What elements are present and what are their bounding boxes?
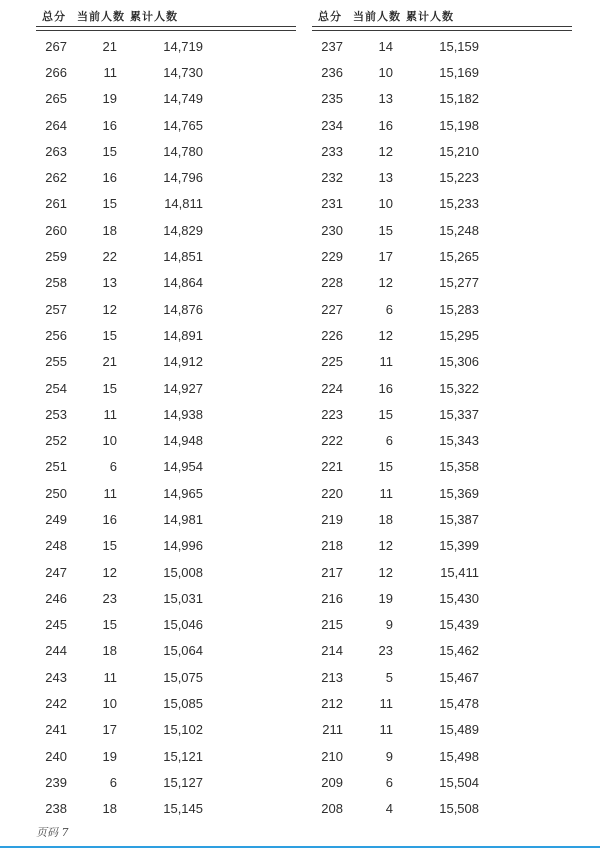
- cumulative-count-cell: 15,508: [439, 801, 479, 817]
- cumulative-count-cell: 15,478: [439, 696, 479, 712]
- cumulative-count-cell: 14,796: [163, 170, 203, 186]
- cumulative-count-cell: 15,031: [163, 590, 203, 606]
- score-cell: 233: [321, 143, 343, 159]
- current-count-cell: 15: [378, 459, 393, 475]
- table-row: [36, 506, 296, 532]
- cumulative-count-cell: 15,430: [439, 590, 479, 606]
- cumulative-count-cell: 14,981: [163, 511, 203, 527]
- cumulative-count-cell: 14,927: [163, 380, 203, 396]
- score-cell: 257: [45, 301, 67, 317]
- cumulative-count-cell: 15,498: [439, 748, 479, 764]
- score-cell: 266: [45, 64, 67, 80]
- table-row: [312, 270, 572, 296]
- score-cell: 223: [321, 406, 343, 422]
- table-row: [312, 322, 572, 348]
- current-count-cell: 15: [102, 143, 117, 159]
- cumulative-count-cell: 15,121: [163, 748, 203, 764]
- table-row: [36, 796, 296, 822]
- score-cell: 267: [45, 38, 67, 54]
- score-cell: 214: [321, 643, 343, 659]
- current-count-cell: 12: [378, 564, 393, 580]
- table-row: [312, 59, 572, 85]
- table-row: [312, 138, 572, 164]
- current-count-cell: 17: [378, 249, 393, 265]
- cumulative-count-cell: 15,127: [163, 774, 203, 790]
- current-count-cell: 6: [385, 301, 393, 317]
- table-row: [36, 375, 296, 401]
- table-row: [312, 717, 572, 743]
- table-row: [36, 769, 296, 795]
- cumulative-count-cell: 15,387: [439, 511, 479, 527]
- cumulative-count-cell: 14,876: [163, 301, 203, 317]
- score-cell: 250: [45, 485, 67, 501]
- table-row: [36, 243, 296, 269]
- current-count-cell: 23: [378, 643, 393, 659]
- table-row: [36, 454, 296, 480]
- current-count-cell: 11: [379, 722, 393, 738]
- current-count-cell: 18: [378, 511, 393, 527]
- cumulative-count-cell: 15,337: [439, 406, 479, 422]
- table-row: [36, 164, 296, 190]
- score-cell: 217: [321, 564, 343, 580]
- current-count-cell: 18: [102, 643, 117, 659]
- table-row: [312, 506, 572, 532]
- cumulative-count-cell: 14,938: [163, 406, 203, 422]
- current-count-cell: 22: [102, 249, 117, 265]
- cumulative-count-cell: 14,765: [163, 117, 203, 133]
- cumulative-count-cell: 15,462: [439, 643, 479, 659]
- table-row: [312, 427, 572, 453]
- score-cell: 260: [45, 222, 67, 238]
- score-cell: 244: [45, 643, 67, 659]
- table-row: [312, 533, 572, 559]
- current-count-cell: 15: [102, 327, 117, 343]
- score-table-left: [36, 6, 296, 822]
- score-cell: 234: [321, 117, 343, 133]
- current-count-cell: 9: [385, 748, 393, 764]
- score-cell: 247: [45, 564, 67, 580]
- current-count-cell: 11: [379, 485, 393, 501]
- cumulative-count-cell: 15,182: [439, 91, 479, 107]
- table-row: [36, 559, 296, 585]
- cumulative-count-cell: 15,223: [439, 170, 479, 186]
- cumulative-count-cell: 15,210: [439, 143, 479, 159]
- current-count-cell: 18: [102, 801, 117, 817]
- table-row: [36, 612, 296, 638]
- cumulative-count-cell: 15,277: [439, 275, 479, 291]
- score-cell: 227: [321, 301, 343, 317]
- current-count-cell: 16: [378, 117, 393, 133]
- cumulative-count-cell: 14,780: [163, 143, 203, 159]
- current-count-cell: 15: [102, 538, 117, 554]
- current-count-cell: 5: [385, 669, 393, 685]
- cumulative-count-cell: 14,948: [163, 433, 203, 449]
- table-row: [36, 59, 296, 85]
- cumulative-count-cell: 15,145: [163, 801, 203, 817]
- table-row: [36, 33, 296, 59]
- score-cell: 245: [45, 617, 67, 633]
- current-count-cell: 12: [378, 538, 393, 554]
- cumulative-count-cell: 15,411: [440, 564, 479, 580]
- cumulative-count-cell: 14,719: [163, 38, 203, 54]
- table-row: [312, 375, 572, 401]
- cumulative-count-cell: 15,295: [439, 327, 479, 343]
- cumulative-count-cell: 15,399: [439, 538, 479, 554]
- table-row: [312, 296, 572, 322]
- header-double-rule: [312, 26, 572, 31]
- table-row: [312, 664, 572, 690]
- cumulative-count-cell: 15,046: [163, 617, 203, 633]
- cumulative-count-cell: 15,504: [439, 774, 479, 790]
- score-cell: 238: [45, 801, 67, 817]
- table-row: [312, 559, 572, 585]
- current-count-cell: 18: [102, 222, 117, 238]
- table-row: [36, 585, 296, 611]
- score-cell: 259: [45, 249, 67, 265]
- score-cell: 235: [321, 91, 343, 107]
- score-cell: 218: [321, 538, 343, 554]
- cumulative-count-cell: 14,730: [163, 64, 203, 80]
- cumulative-count-cell: 15,075: [163, 669, 203, 685]
- current-count-cell: 12: [378, 143, 393, 159]
- cumulative-count-cell: 14,996: [163, 538, 203, 554]
- current-count-cell: 19: [102, 748, 117, 764]
- table-row: [36, 401, 296, 427]
- current-count-cell: 12: [378, 275, 393, 291]
- cumulative-count-cell: 15,169: [439, 64, 479, 80]
- score-cell: 252: [45, 433, 67, 449]
- score-tables: [36, 6, 572, 822]
- table-row: [36, 217, 296, 243]
- table-row: [312, 796, 572, 822]
- table-row: [312, 480, 572, 506]
- cumulative-count-cell: 15,265: [439, 249, 479, 265]
- current-count-cell: 6: [385, 433, 393, 449]
- score-cell: 224: [321, 380, 343, 396]
- score-cell: 220: [321, 485, 343, 501]
- table-row: [312, 217, 572, 243]
- score-cell: 221: [321, 459, 343, 475]
- cumulative-count-cell: 14,965: [163, 485, 203, 501]
- score-cell: 262: [45, 170, 67, 186]
- table-header-row: [36, 6, 296, 24]
- table-row: [36, 717, 296, 743]
- cumulative-count-cell: 15,322: [439, 380, 479, 396]
- table-row: [312, 401, 572, 427]
- column-header: 累计人数: [406, 10, 454, 23]
- score-cell: 222: [321, 433, 343, 449]
- current-count-cell: 10: [378, 196, 393, 212]
- cumulative-count-cell: 14,891: [163, 327, 203, 343]
- cumulative-count-cell: 15,439: [439, 617, 479, 633]
- table-row: [36, 191, 296, 217]
- current-count-cell: 6: [109, 774, 117, 790]
- score-cell: 239: [45, 774, 67, 790]
- table-row: [36, 664, 296, 690]
- table-row: [312, 243, 572, 269]
- page-number-label: 页码 7: [36, 826, 69, 839]
- table-row: [36, 480, 296, 506]
- cumulative-count-cell: 15,283: [439, 301, 479, 317]
- current-count-cell: 14: [378, 38, 393, 54]
- table-row: [36, 296, 296, 322]
- score-cell: 241: [45, 722, 67, 738]
- score-cell: 230: [321, 222, 343, 238]
- current-count-cell: 16: [102, 170, 117, 186]
- current-count-cell: 15: [378, 406, 393, 422]
- current-count-cell: 19: [378, 590, 393, 606]
- table-row: [36, 138, 296, 164]
- score-cell: 236: [321, 64, 343, 80]
- table-row: [312, 33, 572, 59]
- score-cell: 243: [45, 669, 67, 685]
- score-cell: 216: [321, 590, 343, 606]
- column-header: 总分: [42, 10, 66, 23]
- current-count-cell: 6: [109, 459, 117, 475]
- table-row: [312, 454, 572, 480]
- current-count-cell: 19: [102, 91, 117, 107]
- current-count-cell: 10: [102, 696, 117, 712]
- table-row: [36, 86, 296, 112]
- cumulative-count-cell: 15,102: [163, 722, 203, 738]
- cumulative-count-cell: 15,369: [439, 485, 479, 501]
- score-cell: 215: [321, 617, 343, 633]
- current-count-cell: 15: [102, 380, 117, 396]
- current-count-cell: 16: [102, 511, 117, 527]
- cumulative-count-cell: 15,343: [439, 433, 479, 449]
- score-cell: 213: [321, 669, 343, 685]
- table-row: [36, 743, 296, 769]
- cumulative-count-cell: 14,829: [163, 222, 203, 238]
- score-cell: 248: [45, 538, 67, 554]
- table-row: [36, 690, 296, 716]
- score-cell: 264: [45, 117, 67, 133]
- table-row: [36, 322, 296, 348]
- current-count-cell: 15: [102, 196, 117, 212]
- score-cell: 231: [321, 196, 343, 212]
- table-body: [312, 33, 572, 822]
- score-cell: 208: [321, 801, 343, 817]
- table-row: [312, 612, 572, 638]
- current-count-cell: 16: [378, 380, 393, 396]
- cumulative-count-cell: 15,248: [439, 222, 479, 238]
- current-count-cell: 12: [102, 301, 117, 317]
- current-count-cell: 12: [378, 327, 393, 343]
- current-count-cell: 21: [102, 38, 117, 54]
- current-count-cell: 11: [103, 406, 117, 422]
- score-cell: 210: [321, 748, 343, 764]
- score-cell: 251: [45, 459, 67, 475]
- table-row: [312, 769, 572, 795]
- table-row: [36, 638, 296, 664]
- current-count-cell: 10: [378, 64, 393, 80]
- cumulative-count-cell: 15,085: [163, 696, 203, 712]
- score-cell: 219: [321, 511, 343, 527]
- cumulative-count-cell: 15,467: [439, 669, 479, 685]
- current-count-cell: 11: [103, 64, 117, 80]
- cumulative-count-cell: 15,489: [439, 722, 479, 738]
- score-cell: 226: [321, 327, 343, 343]
- table-row: [36, 427, 296, 453]
- current-count-cell: 9: [385, 617, 393, 633]
- current-count-cell: 6: [385, 774, 393, 790]
- header-double-rule: [36, 26, 296, 31]
- cumulative-count-cell: 15,064: [163, 643, 203, 659]
- current-count-cell: 13: [378, 170, 393, 186]
- table-row: [312, 112, 572, 138]
- current-count-cell: 15: [378, 222, 393, 238]
- current-count-cell: 17: [102, 722, 117, 738]
- cumulative-count-cell: 14,851: [163, 249, 203, 265]
- score-cell: 256: [45, 327, 67, 343]
- table-row: [36, 270, 296, 296]
- score-cell: 258: [45, 275, 67, 291]
- table-row: [312, 191, 572, 217]
- current-count-cell: 16: [102, 117, 117, 133]
- score-cell: 209: [321, 774, 343, 790]
- score-cell: 263: [45, 143, 67, 159]
- table-row: [312, 585, 572, 611]
- cumulative-count-cell: 14,811: [164, 196, 203, 212]
- current-count-cell: 11: [103, 669, 117, 685]
- cumulative-count-cell: 15,306: [439, 354, 479, 370]
- score-cell: 246: [45, 590, 67, 606]
- current-count-cell: 11: [103, 485, 117, 501]
- current-count-cell: 11: [379, 354, 393, 370]
- score-cell: 240: [45, 748, 67, 764]
- cumulative-count-cell: 14,954: [163, 459, 203, 475]
- table-row: [312, 690, 572, 716]
- current-count-cell: 23: [102, 590, 117, 606]
- score-cell: 229: [321, 249, 343, 265]
- table-row: [36, 112, 296, 138]
- score-cell: 225: [321, 354, 343, 370]
- score-cell: 249: [45, 511, 67, 527]
- score-cell: 211: [322, 722, 343, 738]
- column-header: 总分: [318, 10, 342, 23]
- cumulative-count-cell: 15,008: [163, 564, 203, 580]
- score-cell: 255: [45, 354, 67, 370]
- cumulative-count-cell: 14,749: [163, 91, 203, 107]
- current-count-cell: 13: [102, 275, 117, 291]
- current-count-cell: 13: [378, 91, 393, 107]
- column-header: 当前人数: [77, 10, 125, 23]
- cumulative-count-cell: 14,864: [163, 275, 203, 291]
- score-cell: 253: [45, 406, 67, 422]
- score-cell: 228: [321, 275, 343, 291]
- score-table-right: [312, 6, 572, 822]
- table-row: [312, 349, 572, 375]
- score-cell: 254: [45, 380, 67, 396]
- cumulative-count-cell: 14,912: [163, 354, 203, 370]
- table-row: [312, 743, 572, 769]
- column-header: 当前人数: [353, 10, 401, 23]
- score-cell: 261: [45, 196, 67, 212]
- cumulative-count-cell: 15,198: [439, 117, 479, 133]
- score-cell: 232: [321, 170, 343, 186]
- current-count-cell: 4: [385, 801, 393, 817]
- current-count-cell: 11: [379, 696, 393, 712]
- table-body: [36, 33, 296, 822]
- score-cell: 212: [321, 696, 343, 712]
- table-row: [36, 349, 296, 375]
- table-row: [312, 638, 572, 664]
- cumulative-count-cell: 15,358: [439, 459, 479, 475]
- current-count-cell: 21: [102, 354, 117, 370]
- column-header: 累计人数: [130, 10, 178, 23]
- table-header-row: [312, 6, 572, 24]
- current-count-cell: 10: [102, 433, 117, 449]
- current-count-cell: 12: [102, 564, 117, 580]
- score-cell: 265: [45, 91, 67, 107]
- table-row: [36, 533, 296, 559]
- score-cell: 242: [45, 696, 67, 712]
- cumulative-count-cell: 15,159: [439, 38, 479, 54]
- cumulative-count-cell: 15,233: [439, 196, 479, 212]
- table-row: [312, 164, 572, 190]
- score-cell: 237: [321, 38, 343, 54]
- current-count-cell: 15: [102, 617, 117, 633]
- table-row: [312, 86, 572, 112]
